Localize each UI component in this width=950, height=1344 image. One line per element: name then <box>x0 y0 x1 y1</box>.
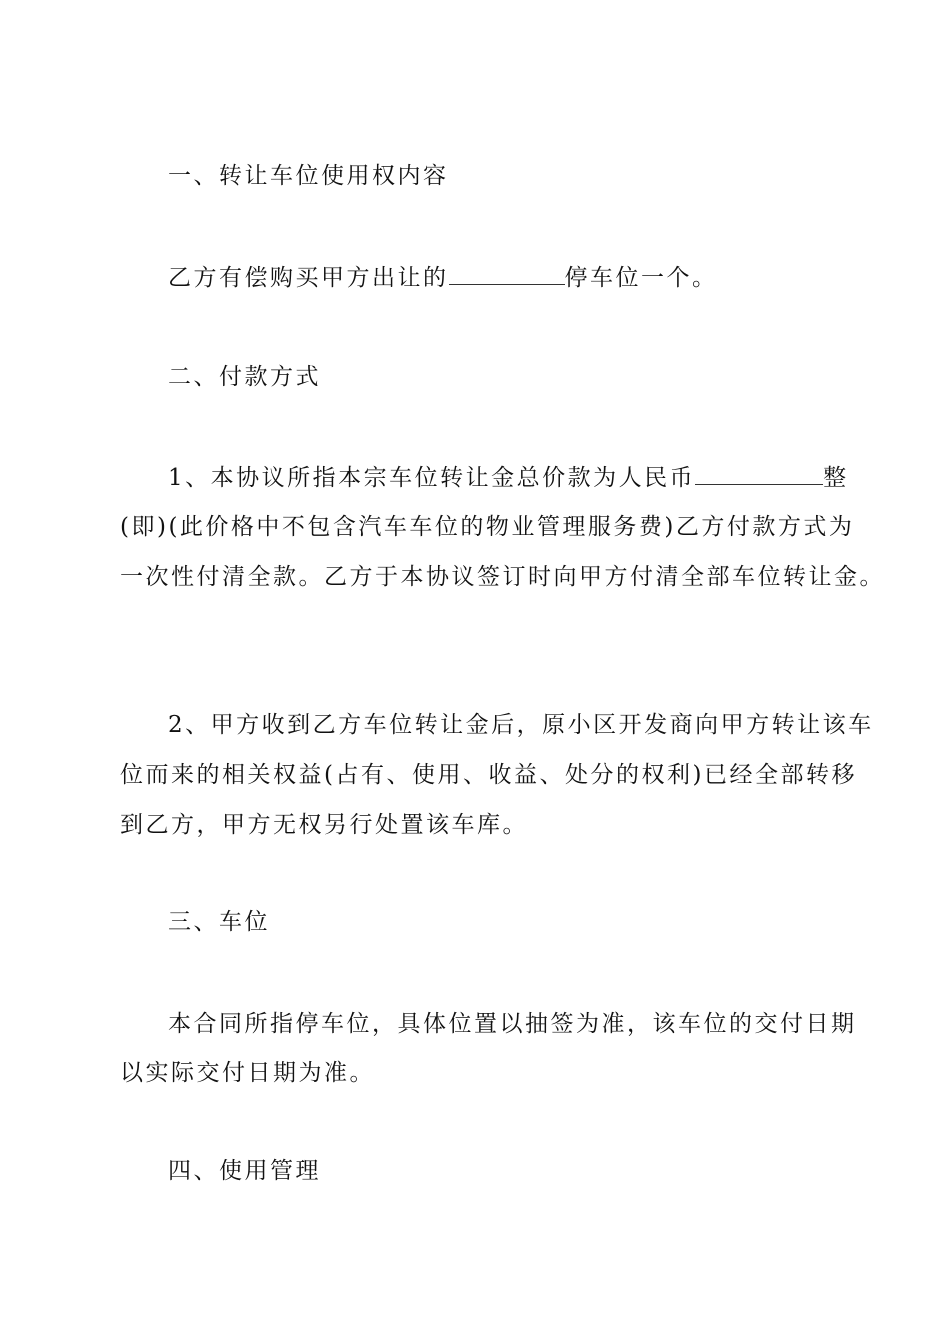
section-2-item-1-line-1 <box>168 462 849 492</box>
section-3-heading: 三、车位 <box>168 909 270 935</box>
section-2-item-2-line-1: 2、甲方收到乙方车位转让金后，原小区开发商向甲方转让该车 <box>168 712 874 738</box>
section-2-item-1-line-3: 一次性付清全款。乙方于本协议签订时向甲方付清全部车位转让金。 <box>120 564 885 590</box>
parking-space-blank <box>449 262 565 285</box>
section-2-item-2-line-3: 到乙方，甲方无权另行处置该车库。 <box>120 812 528 838</box>
section-1-paragraph <box>168 262 718 292</box>
section-3-line-1: 本合同所指停车位，具体位置以抽签为准，该车位的交付日期 <box>168 1011 857 1037</box>
section-3-line-2: 以实际交付日期为准。 <box>120 1060 375 1086</box>
section-2-item-1-text-before-blank: 1、本协议所指本宗车位转让金总价款为人民币 <box>168 465 696 491</box>
section-2-item-1-text-after-blank: 整 <box>823 465 849 491</box>
section-4-heading: 四、使用管理 <box>168 1158 321 1184</box>
section-1-text-before-blank: 乙方有偿购买甲方出让的 <box>168 265 449 291</box>
section-1-text-after-blank: 停车位一个。 <box>564 265 718 291</box>
section-2-item-2-line-2: 位而来的相关权益(占有、使用、收益、处分的权利)已经全部转移 <box>120 762 857 788</box>
section-1-heading: 一、转让车位使用权内容 <box>168 163 449 189</box>
section-2-item-1-line-2: (即)(此价格中不包含汽车车位的物业管理服务费)乙方付款方式为 <box>120 514 855 540</box>
price-blank <box>695 462 823 485</box>
section-2-heading: 二、付款方式 <box>168 364 321 390</box>
